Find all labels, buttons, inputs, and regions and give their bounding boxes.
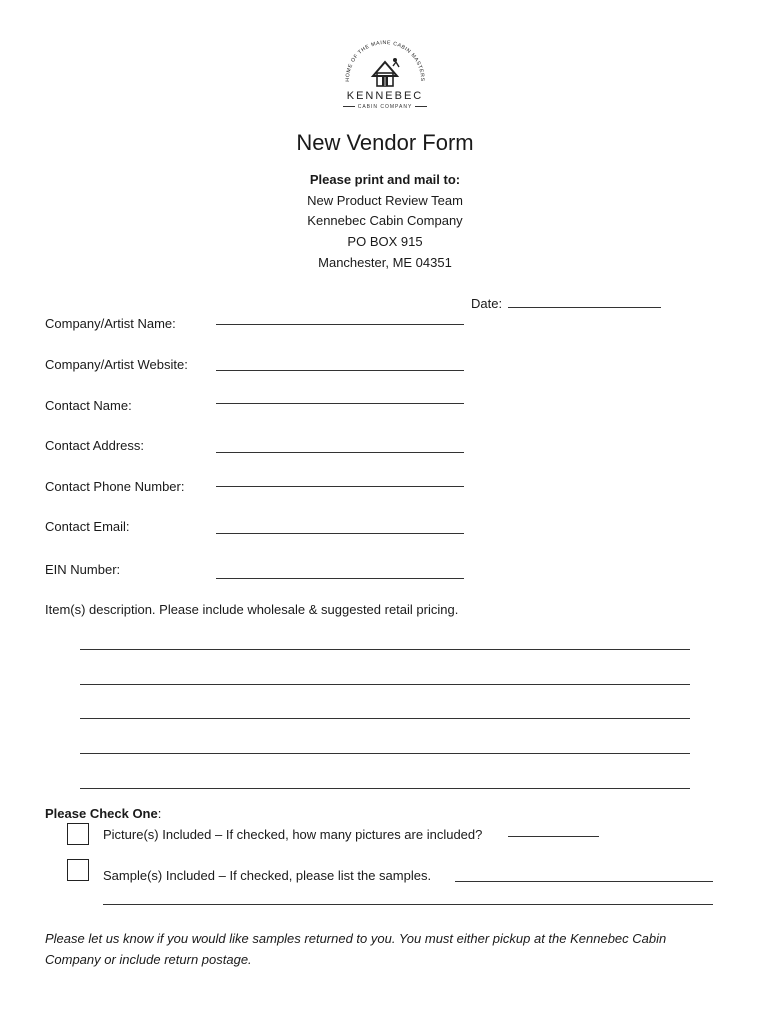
pictures-count-line[interactable] bbox=[508, 836, 599, 837]
ein-number-label: EIN Number: bbox=[45, 562, 121, 577]
pictures-label: Picture(s) Included – If checked, how many pictures are included? bbox=[103, 827, 483, 842]
company-logo bbox=[335, 40, 435, 118]
contact-phone-label: Contact Phone Number: bbox=[45, 479, 185, 494]
contact-phone-line[interactable] bbox=[216, 486, 464, 487]
items-description-label: Item(s) description. Please include wholesale & suggested retail pricing. bbox=[45, 602, 459, 617]
samples-checkbox[interactable] bbox=[67, 859, 89, 881]
pictures-checkbox[interactable] bbox=[67, 823, 89, 845]
company-website-label: Company/Artist Website: bbox=[45, 357, 188, 372]
mailing-line: New Product Review Team bbox=[307, 193, 463, 208]
contact-name-line[interactable] bbox=[216, 403, 464, 404]
company-name-label: Company/Artist Name: bbox=[45, 316, 176, 331]
company-website-line[interactable] bbox=[216, 370, 464, 371]
description-line[interactable] bbox=[80, 684, 690, 685]
description-line[interactable] bbox=[80, 718, 690, 719]
mailing-line: Kennebec Cabin Company bbox=[307, 213, 463, 228]
cabin-logo-icon bbox=[335, 40, 435, 90]
contact-email-line[interactable] bbox=[216, 533, 464, 534]
description-line[interactable] bbox=[80, 649, 690, 650]
logo-subtitle: CABIN COMPANY bbox=[335, 104, 435, 110]
contact-name-label: Contact Name: bbox=[45, 398, 132, 413]
description-line[interactable] bbox=[80, 788, 690, 789]
mailing-heading: Please print and mail to: bbox=[309, 172, 461, 187]
contact-address-line[interactable] bbox=[216, 452, 464, 453]
ein-number-line[interactable] bbox=[216, 578, 464, 579]
check-one-heading-text: Please Check One bbox=[45, 806, 158, 821]
page-title: New Vendor Form bbox=[296, 130, 474, 155]
check-one-heading bbox=[45, 806, 161, 821]
return-samples-note: Please let us know if you would like samples returned to you. You must either pickup at the Kennebec Cabin Company or include return postage. bbox=[45, 931, 667, 967]
description-line[interactable] bbox=[80, 753, 690, 754]
company-name-line[interactable] bbox=[216, 324, 464, 325]
contact-email-label: Contact Email: bbox=[45, 519, 130, 534]
samples-label: Sample(s) Included – If checked, please list the samples. bbox=[103, 868, 432, 883]
mailing-line: Manchester, ME 04351 bbox=[318, 255, 452, 270]
date-label: Date: bbox=[471, 296, 503, 311]
logo-name: KENNEBEC bbox=[346, 90, 424, 102]
date-line[interactable] bbox=[508, 307, 661, 308]
contact-address-label: Contact Address: bbox=[45, 438, 144, 453]
logo-arc-text: HOME OF THE MAINE CABIN MASTERS bbox=[344, 40, 426, 82]
mailing-line: PO BOX 915 bbox=[347, 234, 423, 249]
samples-list-line[interactable] bbox=[455, 881, 713, 882]
samples-list-line-2[interactable] bbox=[103, 904, 713, 905]
check-one-heading-colon: : bbox=[157, 806, 162, 821]
